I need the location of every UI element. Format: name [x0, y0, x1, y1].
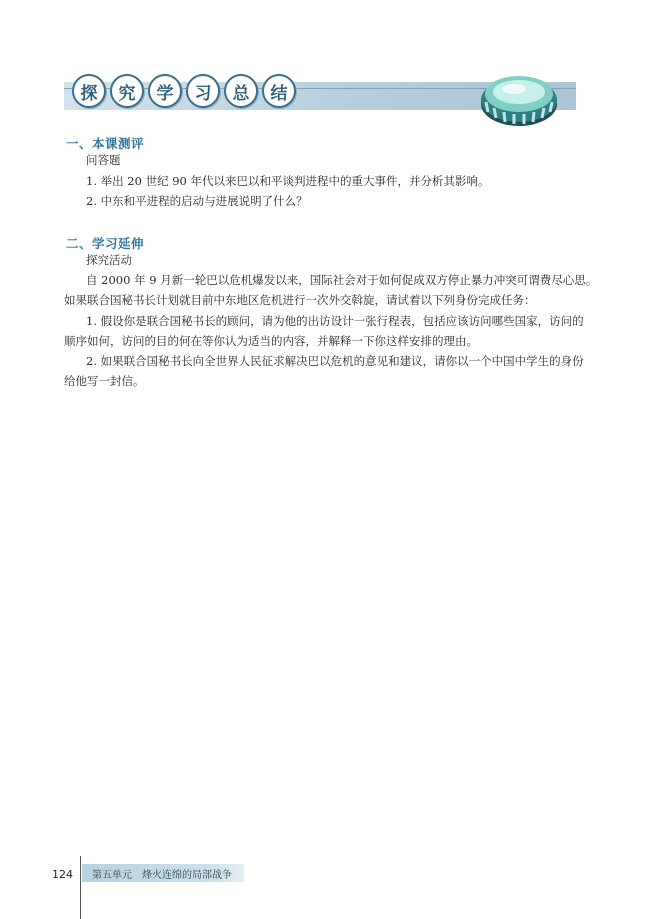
question-item: 1. 举出 20 世纪 90 年代以来巴以和平谈判进程中的重大事件，并分析其影响。 [86, 174, 490, 188]
title-char: 探 [72, 74, 106, 108]
paragraph-line: 自 2000 年 9 月新一轮巴以危机爆发以来，国际社会对于如何促成双方停止暴力冲突可谓费尽心思。 [86, 273, 598, 287]
title-char: 究 [110, 74, 144, 108]
task-line: 顺序如何，访问的目的何在等你认为适当的内容，并解释一下你这样安排的理由。 [64, 334, 478, 348]
page-number: 124 [52, 868, 73, 881]
question-item: 2. 中东和平进程的启动与进展说明了什么？ [86, 194, 308, 208]
section-heading-assessment: 一、本课测评 [66, 136, 145, 151]
decorative-coin-icon [478, 66, 560, 130]
subheading-activity: 探究活动 [86, 253, 132, 267]
task-line: 1. 假设你是联合国秘书长的顾问，请为他的出访设计一张行程表，包括应该访问哪些国家，访问的 [86, 314, 584, 328]
section-title [72, 70, 296, 112]
title-char: 总 [224, 74, 258, 108]
title-char: 学 [148, 74, 182, 108]
paragraph-line: 如果联合国秘书长计划就目前中东地区危机进行一次外交斡旋，请试着以下列身份完成任务： [64, 293, 536, 307]
footer-divider [80, 856, 81, 919]
title-char: 结 [262, 74, 296, 108]
section-heading-extension: 二、学习延伸 [66, 236, 145, 251]
subheading-questions: 问答题 [86, 153, 121, 167]
title-char: 习 [186, 74, 220, 108]
task-line: 给他写一封信。 [64, 374, 145, 388]
unit-label: 第五单元 烽火连绵的局部战争 [92, 870, 232, 881]
task-line: 2. 如果联合国秘书长向全世界人民征求解决巴以危机的意见和建议，请你以一个中国中学生的身份 [86, 354, 584, 368]
